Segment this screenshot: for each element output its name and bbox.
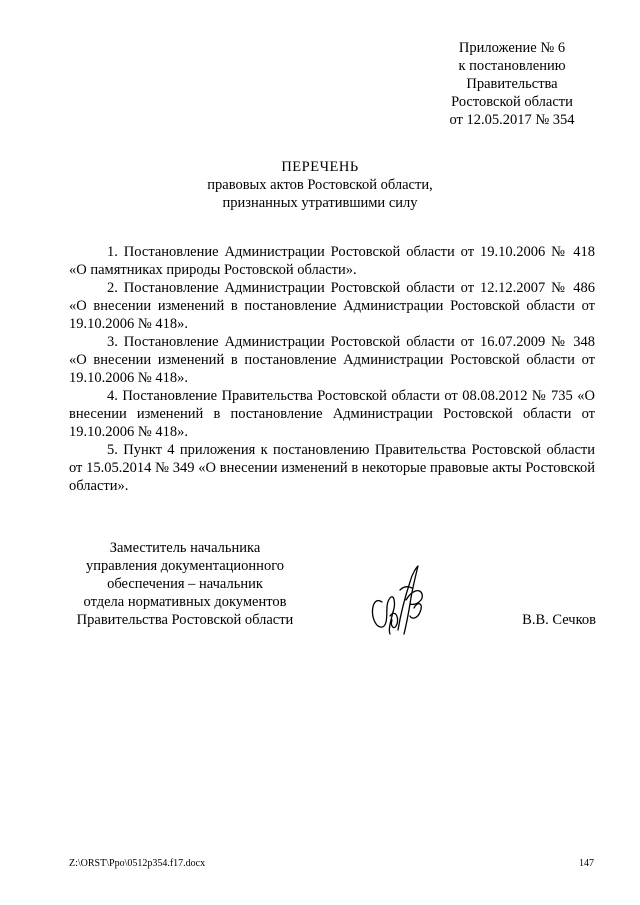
appendix-line: Правительства xyxy=(466,76,558,92)
appendix-line: Ростовской области xyxy=(451,94,573,110)
appendix-line: к постановлению xyxy=(458,58,566,74)
appendix-line: Приложение № 6 xyxy=(458,40,566,56)
position-line: Правительства Ростовской области xyxy=(76,612,294,628)
position-line: отдела нормативных документов xyxy=(83,594,287,610)
position-line: обеспечения – начальник xyxy=(107,576,263,592)
list-item: 1. Постановление Администрации Ростовской области от 19.10.2006 № 418 «О памятниках природы Ростовской области». xyxy=(69,244,595,278)
acts-list xyxy=(69,243,595,495)
position-line: Заместитель начальника xyxy=(109,540,261,556)
document-subtitle: правовых актов Ростовской области, xyxy=(207,177,433,193)
appendix-header xyxy=(418,39,606,129)
handwritten-signature xyxy=(360,560,440,640)
document-subtitle: признанных утратившими силу xyxy=(222,195,418,211)
footer-page-number: 147 xyxy=(579,858,594,869)
signatory-position xyxy=(60,539,310,629)
list-item: 3. Постановление Администрации Ростовской области от 16.07.2009 № 348 «О внесении изменений в постановление Администрации Ростовской области от 19.10.2006 № 418». xyxy=(69,334,595,386)
list-item: 2. Постановление Администрации Ростовской области от 12.12.2007 № 486 «О внесении изменений в постановление Администрации Ростовской области от 19.10.2006 № 418». xyxy=(69,280,595,332)
position-line: управления документационного xyxy=(85,558,285,574)
appendix-line: от 12.05.2017 № 354 xyxy=(449,112,575,128)
signatory-name: В.В. Сечков xyxy=(522,612,596,628)
list-item: 5. Пункт 4 приложения к постановлению Правительства Ростовской области от 15.05.2014 № 349 «О внесении изменений в некоторые правовые акты Ростовской области». xyxy=(69,442,595,494)
list-item: 4. Постановление Правительства Ростовской области от 08.08.2012 № 735 «О внесении изменений в постановление Администрации Ростовской области от 19.10.2006 № 418». xyxy=(69,388,595,440)
document-title: ПЕРЕЧЕНЬ xyxy=(281,159,359,175)
document-heading xyxy=(0,158,640,212)
footer-file-path: Z:\ORST\Ppo\0512p354.f17.docx xyxy=(69,858,206,869)
